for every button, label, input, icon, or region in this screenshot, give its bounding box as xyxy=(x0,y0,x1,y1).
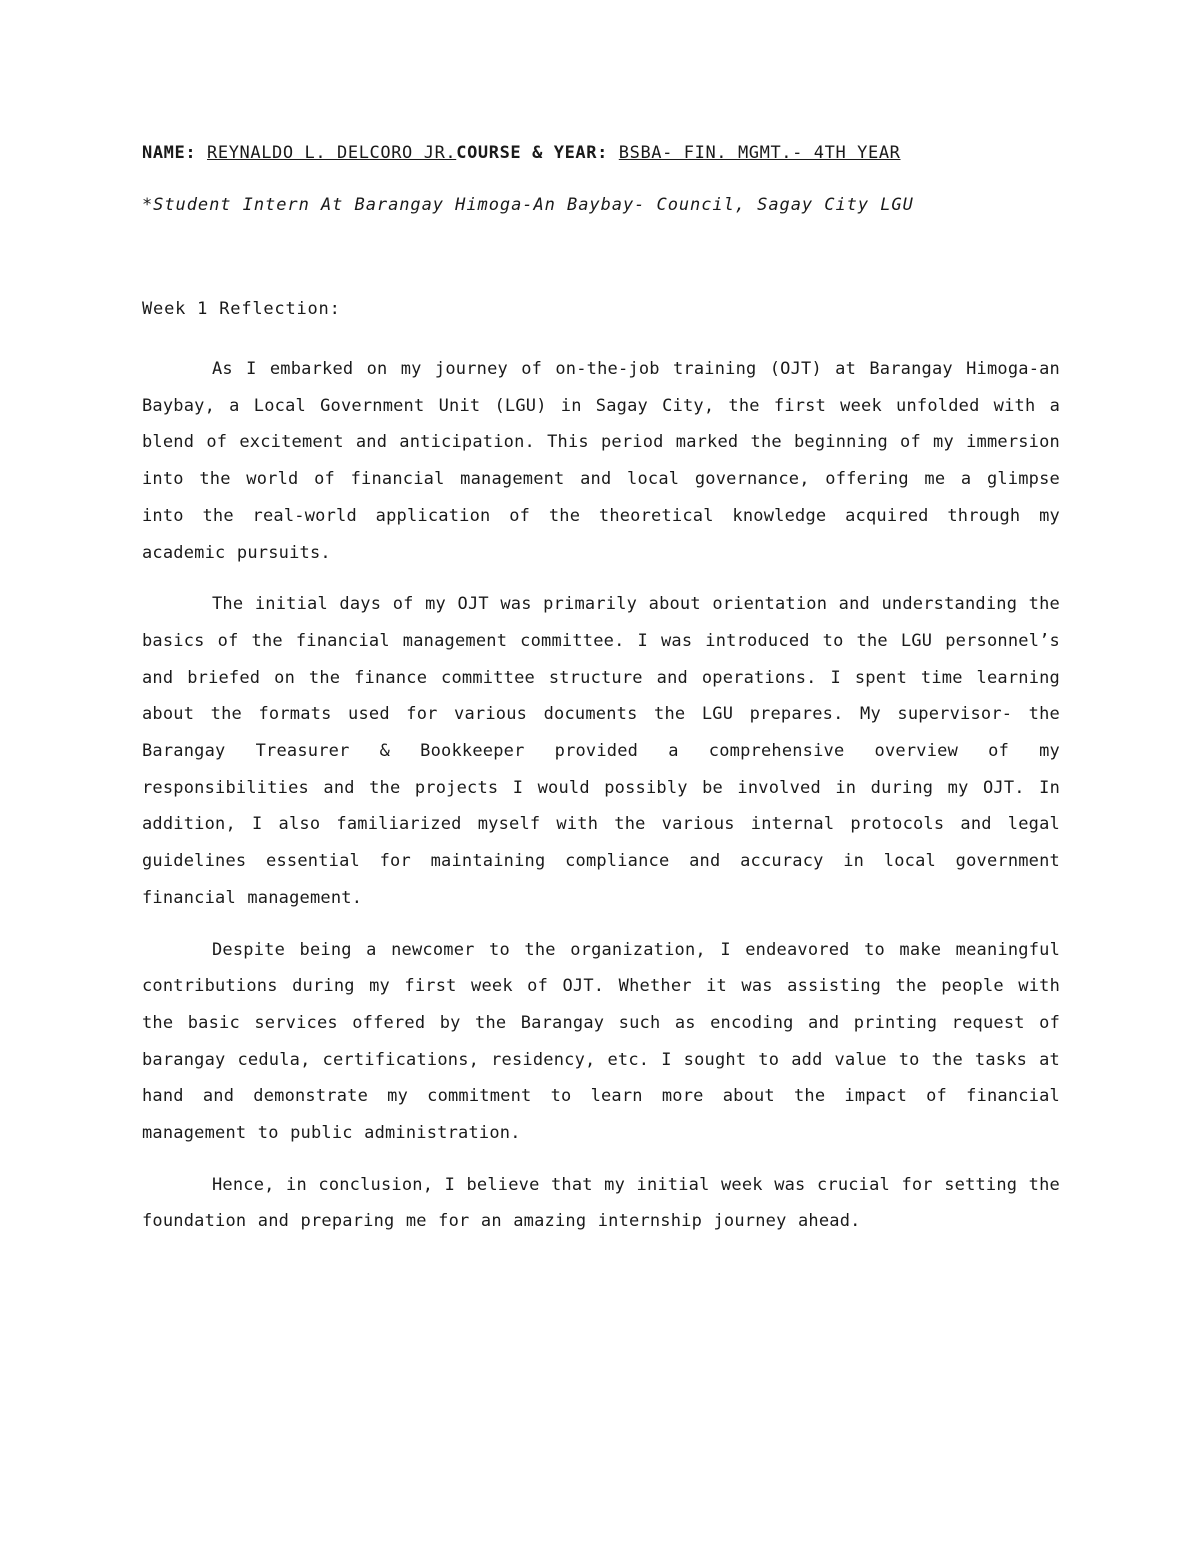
name-label: NAME: xyxy=(142,143,197,163)
paragraph-1: As I embarked on my journey of on-the-job training (OJT) at Barangay Himoga-an Baybay, a Local Government Unit (LGU) in Sagay City, the first week unfolded with a blend of excitement and anticipation. This period marked the beginning of my immersion into the world of financial management and local governance, offering me a glimpse into the real-world application of the theoretical knowledge acquired through my academic pursuits. xyxy=(142,359,1060,563)
reflection-body xyxy=(142,351,1060,1255)
course-year-value: BSBA- FIN. MGMT.- 4TH YEAR xyxy=(618,143,901,163)
student-info-line xyxy=(142,143,1060,163)
paragraph-4: Hence, in conclusion, I believe that my initial week was crucial for setting the foundation and preparing me for an amazing internship journey ahead. xyxy=(142,1174,1060,1232)
paragraph-2: The initial days of my OJT was primarily about orientation and understanding the basics of the financial management committee. I was introduced to the LGU personnel’s and briefed on the finance committee structure and operations. I spent time learning about the formats used for various documents the LGU prepares. My supervisor- the Barangay Treasurer & Bookkeeper provided a comprehensive overview of my responsibilities and the projects I would possibly be involved in during my OJT. In addition, I also familiarized myself with the various internal protocols and legal guidelines essential for maintaining compliance and accuracy in local government financial management. xyxy=(142,594,1060,908)
intern-subtitle: *Student Intern At Barangay Himoga-An Baybay- Council, Sagay City LGU xyxy=(142,195,914,215)
course-year-label: COURSE & YEAR: xyxy=(456,143,608,163)
student-name: REYNALDO L. DELCORO JR. xyxy=(207,143,457,163)
section-heading: Week 1 Reflection: xyxy=(142,299,341,319)
paragraph-3: Despite being a newcomer to the organization, I endeavored to make meaningful contributions during my first week of OJT. Whether it was assisting the people with the basic services offered by the Barangay such as encoding and printing request of barangay cedula, certifications, residency, etc. I sought to add value to the tasks at hand and demonstrate my commitment to learn more about the impact of financial management to public administration. xyxy=(142,939,1060,1144)
